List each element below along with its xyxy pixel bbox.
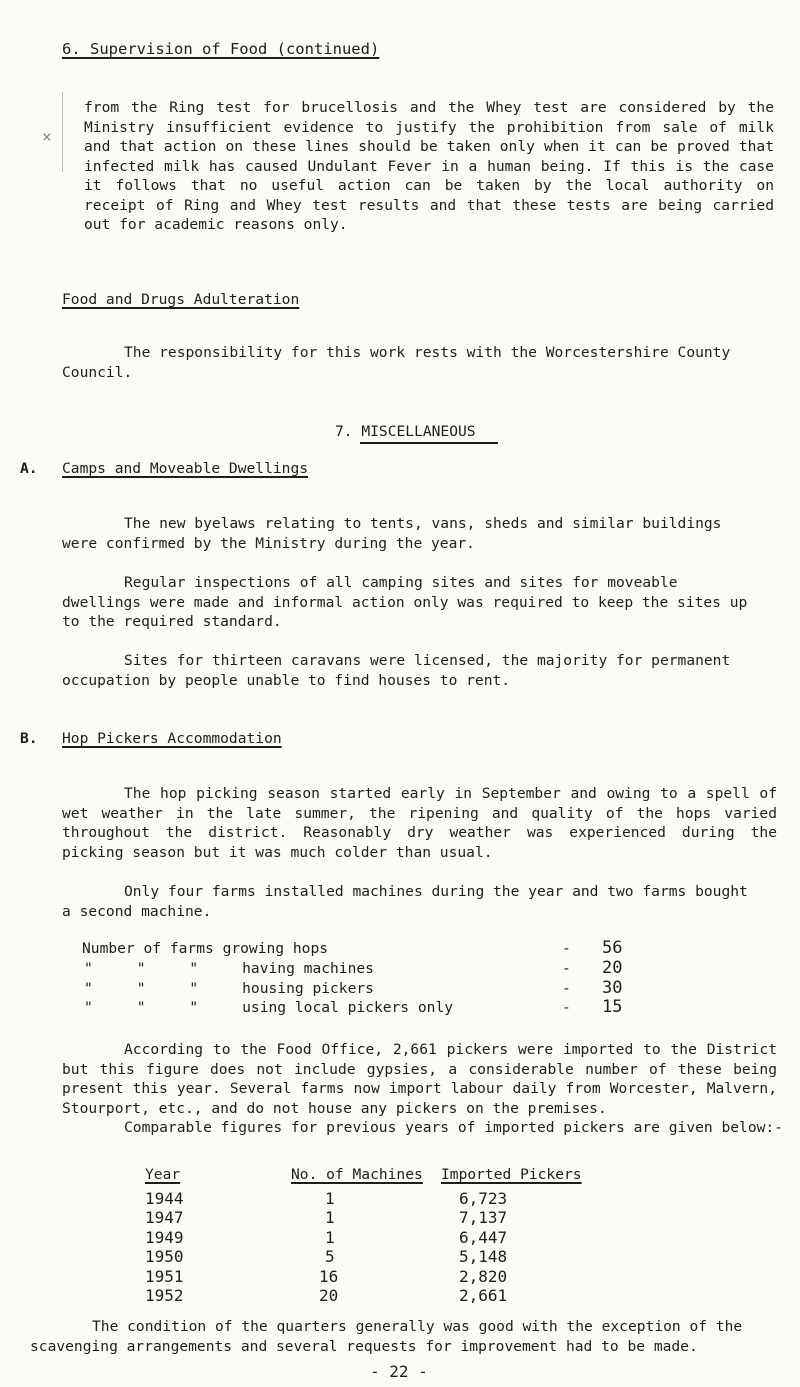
machines-column-header: No. of Machines (291, 1166, 423, 1183)
year-cell: 1951 (145, 1266, 184, 1286)
table-row (145, 1189, 582, 1209)
year-cell: 1949 (145, 1227, 184, 1247)
machines-cell: 5 (325, 1247, 335, 1266)
machines-cell: 1 (325, 1208, 335, 1227)
pickers-cell: 6,447 (459, 1227, 508, 1247)
hop-paragraph-1: The hop picking season started early in September and owing to a spell of wet weather in the late summer, the ripening and quality of the hops varied throughout the district. Reasonably dry weather was experienced during the picking season but it was much colder than usual. (62, 785, 777, 861)
pickers-cell: 2,661 (459, 1286, 508, 1305)
year-column-header: Year (145, 1166, 181, 1183)
farm-stat-row (82, 998, 622, 1018)
section-a-marker: A. (20, 460, 38, 477)
table-row (145, 1267, 582, 1287)
farm-stat-row (82, 959, 622, 979)
machines-cell: 1 (325, 1227, 335, 1247)
year-cell: 1944 (145, 1188, 184, 1208)
farm-stat-row (82, 939, 622, 959)
hop-paragraph-5: The condition of the quarters generally was good with the exception of the scavenging arrangements and several requests for improvement had to be made. (30, 1318, 743, 1355)
brucellosis-paragraph: from the Ring test for brucellosis and the Whey test are considered by the Ministry insufficient evidence to justify the prohibition from sale of milk and that action on these lines should be taken only when it can be proved that infected milk has caused Undulant Fever in a human being. If this is the case it follows that no useful action can be taken by the local authority on receipt of Ring and Whey test results and that these tests are being carried out for academic reasons only. (84, 99, 774, 233)
food-drugs-text: The responsibility for this work rests with the Worcestershire County Council. (62, 344, 731, 381)
pickers-column-header: Imported Pickers (441, 1166, 582, 1183)
table-row (145, 1247, 582, 1267)
year-cell: 1952 (145, 1286, 184, 1305)
farm-stats-table (82, 939, 622, 1018)
imported-pickers-table (145, 1165, 582, 1306)
camps-paragraph-1: The new byelaws relating to tents, vans, sheds and similar buildings were confirmed by the Ministry during the year. (62, 515, 722, 552)
year-cell: 1950 (145, 1247, 184, 1266)
farm-stat-label: " " " having machines (84, 959, 374, 977)
farm-stat-dash: - (562, 999, 571, 1017)
food-drugs-heading: Food and Drugs Adulteration (62, 291, 300, 308)
table-row (145, 1228, 582, 1248)
section-b-marker: B. (20, 730, 38, 747)
machines-cell: 20 (319, 1286, 339, 1305)
table-row (145, 1286, 582, 1306)
hop-paragraph-4: Comparable figures for previous years of imported pickers are given below:- (124, 1119, 783, 1136)
camps-paragraph-2: Regular inspections of all camping sites and sites for moveable dwellings were made and informal action only was required to keep the sites up to the required standard. (62, 574, 748, 630)
farm-stat-value: 56 (602, 938, 623, 958)
table-header-row (145, 1165, 582, 1189)
pickers-cell: 2,820 (459, 1266, 508, 1286)
hop-paragraph-2: Only four farms installed machines during the year and two farms bought a second machine. (62, 883, 748, 920)
machines-cell: 1 (325, 1188, 335, 1208)
machines-cell: 16 (319, 1266, 339, 1286)
pickers-cell: 6,723 (459, 1188, 508, 1208)
margin-x-mark: × (42, 127, 52, 146)
farm-stat-label: " " " housing pickers (84, 979, 374, 997)
pickers-cell: 7,137 (459, 1208, 508, 1227)
table-row (145, 1208, 582, 1228)
hop-heading: Hop Pickers Accommodation (62, 730, 282, 747)
farm-stat-dash: - (562, 959, 571, 977)
farm-stat-dash: - (562, 979, 571, 997)
farm-stat-label: " " " using local pickers only (84, 999, 454, 1017)
camps-paragraph-3: Sites for thirteen caravans were licensed, the majority for permanent occupation by people unable to find houses to rent. (62, 652, 731, 689)
farm-stat-row (82, 979, 622, 999)
section-7-underline (360, 442, 498, 444)
year-cell: 1947 (145, 1208, 184, 1227)
farm-stat-value: 15 (602, 997, 623, 1018)
camps-heading: Camps and Moveable Dwellings (62, 460, 309, 477)
page-number: - 22 - (370, 1362, 428, 1381)
farm-stat-label: Number of farms growing hops (82, 940, 329, 957)
pickers-cell: 5,148 (459, 1247, 508, 1266)
hop-paragraph-3: According to the Food Office, 2,661 pickers were imported to the District but this figure does not include gypsies, a considerable number of these being present this year. Several farms now import labour daily from Worcester, Malvern, Stourport, etc., and do not house any pickers on the premises. (62, 1041, 777, 1117)
farm-stat-value: 30 (602, 977, 623, 998)
section-header: 6. Supervision of Food (continued) (62, 40, 380, 58)
farm-stat-dash: - (562, 940, 571, 957)
margin-rule (62, 92, 63, 172)
farm-stat-value: 20 (602, 957, 623, 978)
section-7-heading: 7. MISCELLANEOUS (335, 423, 476, 440)
